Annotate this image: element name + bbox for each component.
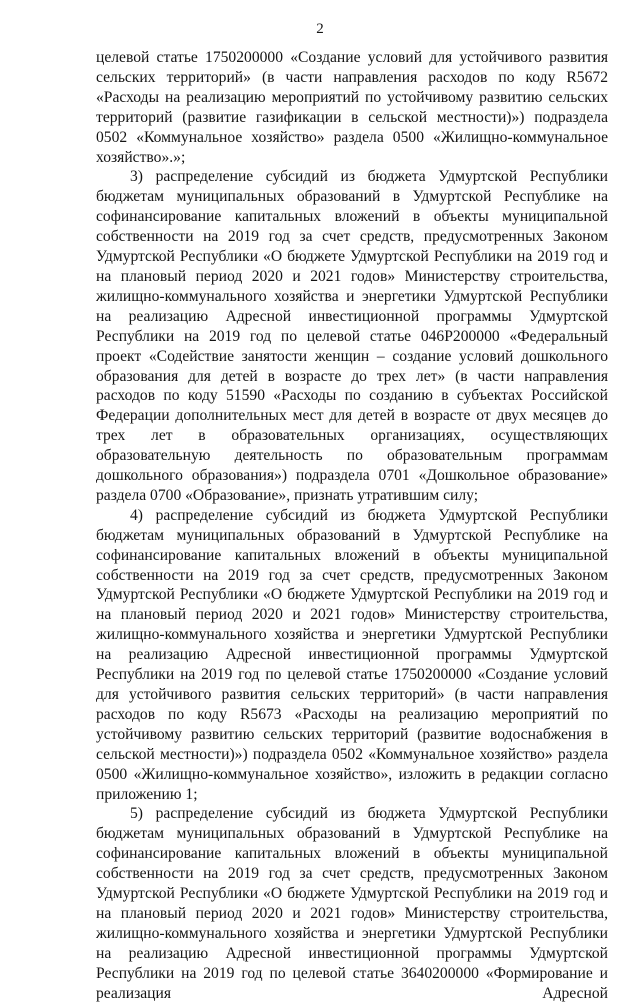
paragraph-item-5: 5) распределение субсидий из бюджета Удмуртской Республики бюджетам муниципальных образований в Удмуртской Республике на софинансирование капитальных вложений в объекты муниципальной собственности на 2019 год за счет средств, предусмотренных Законом Удмуртской Республики «О бюджете Удмуртской Республики на 2019 год и на плановый период 2020 и 2021 годов» Министерству строительства, жилищно-коммунального хозяйства и энергетики Удмуртской Республики на реализацию Адресной инвестиционной программы Удмуртской Республики на 2019 год по целевой статье 3640200000 «Формирование и реализация Адресной [96, 805, 608, 1002]
paragraph-continuation: целевой статье 1750200000 «Создание условий для устойчивого развития сельских территорий» (в части направления расходов по коду R5672 «Расходы на реализацию мероприятий по устойчивому развитию сельских территорий (развитие газификации в сельской местности)») подраздела 0502 «Коммунальное хозяйство» раздела 0500 «Жилищно-коммунальное хозяйство».»; [96, 49, 608, 166]
document-body [96, 48, 608, 1004]
paragraph-item-3: 3) распределение субсидий из бюджета Удмуртской Республики бюджетам муниципальных образований в Удмуртской Республике на софинансирование капитальных вложений в объекты муниципальной собственности на 2019 год за счет средств, предусмотренных Законом Удмуртской Республики «О бюджете Удмуртской Республики на 2019 год и на плановый период 2020 и 2021 годов» Министерству строительства, жилищно-коммунального хозяйства и энергетики Удмуртской Республики на реализацию Адресной инвестиционной программы Удмуртской Республики на 2019 год по целевой статье 046P200000 «Федеральный проект «Содействие занятости женщин – создание условий дошкольного образования для детей в возрасте до трех лет» (в части направления расходов по коду 51590 «Расходы по созданию в субъектах Российской Федерации дополнительных мест для детей в возрасте от двух месяцев до трех лет в образовательных организациях, осуществляющих образовательную деятельность по образовательным программам дошкольного образования») подраздела 0701 «Дошкольное образование» раздела 0700 «Образование», признать утратившим силу; [96, 168, 608, 504]
paragraph-item-4: 4) распределение субсидий из бюджета Удмуртской Республики бюджетам муниципальных образований в Удмуртской Республике на софинансирование капитальных вложений в объекты муниципальной собственности на 2019 год за счет средств, предусмотренных Законом Удмуртской Республики «О бюджете Удмуртской Республики на 2019 год и на плановый период 2020 и 2021 годов» Министерству строительства, жилищно-коммунального хозяйства и энергетики Удмуртской Республики на реализацию Адресной инвестиционной программы Удмуртской Республики на 2019 год по целевой статье 1750200000 «Создание условий для устойчивого развития сельских территорий» (в части направления расходов по коду R5673 «Расходы на реализацию мероприятий по устойчивому развитию сельских территорий (развитие водоснабжения в сельской местности)») подраздела 0502 «Коммунальное хозяйство» раздела 0500 «Жилищно-коммунальное хозяйство», изложить в редакции согласно приложению 1; [96, 506, 608, 803]
page-number: 2 [316, 21, 324, 37]
